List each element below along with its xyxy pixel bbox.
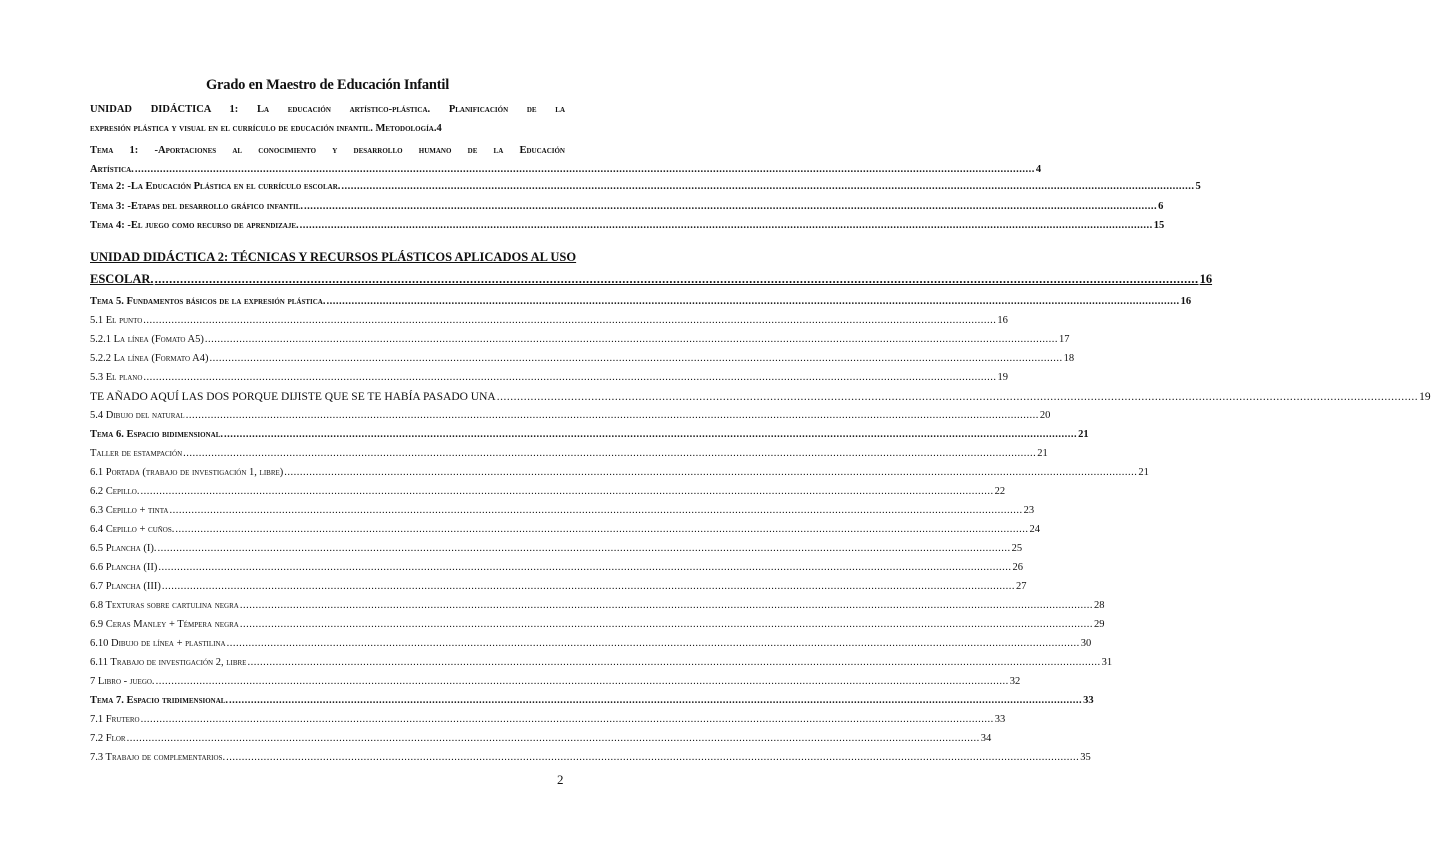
toc-entry[interactable] [90,466,1149,480]
toc-entry[interactable] [90,504,1035,518]
toc-leader [127,732,980,746]
toc-entry-page: 18 [1063,353,1075,364]
toc-entry-label: 6.11 Trabajo de investigación 2, libre [90,657,247,668]
toc-entry-page: 29 [1093,619,1105,630]
toc-entry-label: 6.7 Plancha (III) [90,581,161,592]
toc-leader [141,713,994,727]
toc-entry-page: 34 [980,733,992,744]
toc-entry-page: 15 [1153,220,1165,231]
toc-entry-page: 24 [1029,524,1041,535]
toc-entry-label: Tema 6. Espacio bidimensional. [90,429,223,440]
toc-entry-label: 7 Libro - juego. [90,676,155,687]
toc-entry-page: 25 [1011,543,1023,554]
toc-entry-page: 35 [1080,752,1091,763]
toc-unit-2[interactable] [90,246,1213,290]
toc-unit-1-line1: UNIDAD DIDÁCTICA 1: La educación artístico-plástica. Planificación de la [90,104,565,115]
toc-entry[interactable] [90,656,1113,670]
toc-leader [141,485,994,499]
toc-entry-page: 21 [1138,467,1149,478]
toc-unit-1[interactable] [90,100,565,138]
toc-entry-label: Taller de estampación [90,448,183,459]
document-title: Grado en Maestro de Educación Infantil [205,77,450,93]
toc-entry-page: 21 [1037,448,1048,459]
toc-entry[interactable] [90,542,1023,556]
toc-entry[interactable] [90,200,1164,214]
toc-entry-label: Tema 5. Fundamentos básicos de la expresión plástica. [90,296,326,307]
toc-entry-page: 5 [1195,181,1201,192]
toc-entry-page: 32 [1009,676,1021,687]
toc-entry[interactable] [90,751,1091,765]
toc-entry[interactable] [90,637,1092,651]
toc-entry-label: 6.10 Dibujo de línea + plastilina [90,638,226,649]
toc-entry-page: 28 [1093,600,1105,611]
toc-entry-label: Tema 4: -El juego como recurso de aprendizaje. [90,220,299,231]
toc-leader [240,618,1093,632]
toc-entry[interactable] [90,485,1006,499]
toc-entry[interactable] [90,371,1009,385]
toc-entry-page: 16 [1180,296,1192,307]
toc-tema-1[interactable] [90,141,1042,179]
toc-leader [158,542,1011,556]
toc-entry-label: 7.2 Flor [90,733,126,744]
toc-leader [158,561,1011,575]
toc-entry-page: 16 [997,315,1008,326]
toc-entry-label: 5.2.1 La línea (Fomato A5) [90,334,204,345]
table-of-contents [90,0,1431,848]
toc-entry-label: Tema 2: -La Educación Plástica en el currículo escolar. [90,181,341,192]
toc-entry[interactable] [90,219,1165,233]
toc-entry[interactable] [90,618,1105,632]
toc-leader [497,390,1418,404]
toc-leader [240,599,1093,613]
toc-entry[interactable] [90,523,1041,537]
toc-entry[interactable] [90,295,1192,309]
toc-entry[interactable] [90,713,1006,727]
toc-unit-1-page: 4 [436,123,442,134]
toc-entry-page: 31 [1101,657,1113,668]
toc-entry-page: 30 [1080,638,1092,649]
toc-leader [186,409,1039,423]
toc-leader [341,180,1194,194]
toc-entry-page: 19 [997,372,1009,383]
toc-entry[interactable] [90,390,1431,404]
toc-leader [229,694,1082,708]
toc-entry-page: 33 [1083,695,1094,706]
toc-entry-label: TE AÑADO AQUÍ LAS DOS PORQUE DIJISTE QUE SE TE HABÍA PASADO UNA [90,391,496,403]
toc-entry-label: 6.5 Plancha (I). [90,543,157,554]
toc-leader [135,160,1035,179]
toc-leader [247,656,1100,670]
toc-leader [226,751,1079,765]
toc-entry[interactable] [90,599,1105,613]
toc-entry-page: 17 [1058,334,1070,345]
toc-leader [175,523,1028,537]
toc-entry[interactable] [90,694,1094,708]
toc-entry[interactable] [90,447,1048,461]
page-number: 2 [557,772,564,787]
toc-entry-page: 20 [1039,410,1051,421]
toc-entry-label: Tema 7. Espacio tridimensional. [90,695,229,706]
toc-entry-label: 5.4 Dibujo del natural [90,410,185,421]
toc-entry[interactable] [90,732,992,746]
toc-entry-label: 7.1 Frutero [90,714,140,725]
toc-entry-label: 7.3 Trabajo de complementarios. [90,752,226,763]
toc-leader [162,580,1015,594]
toc-entry[interactable] [90,428,1089,442]
toc-unit-1-line2: expresión plástica y visual en el currículo de educación infantil. Metodología. [90,123,437,134]
toc-unit-2-page: 16 [1199,272,1213,286]
toc-entry[interactable] [90,352,1075,366]
toc-leader [143,371,996,385]
toc-entry-label: 5.3 El plano [90,372,143,383]
toc-entry[interactable] [90,314,1008,328]
toc-entry-page: 23 [1023,505,1035,516]
toc-entry-label: 6.6 Plancha (II) [90,562,158,573]
toc-leader [300,219,1153,233]
toc-entry[interactable] [90,333,1070,347]
toc-leader [155,268,1199,290]
toc-entry-label: 6.3 Cepillo + tinta [90,505,169,516]
toc-tema-1-line1: Tema 1: -Aportaciones al conocimiento y desarrollo humano de la Educación [90,145,565,156]
toc-entry[interactable] [90,580,1027,594]
toc-entry-label: 6.9 Ceras Manley + Témpera negra [90,619,239,630]
toc-entry-page: 33 [994,714,1006,725]
toc-entry-page: 27 [1016,581,1027,592]
toc-unit-2-line1: UNIDAD DIDÁCTICA 2: TÉCNICAS Y RECURSOS PLÁSTICOS APLICADOS AL USO [90,250,577,264]
toc-entry-label: Tema 3: -Etapas del desarrollo gráfico infantil. [90,201,304,212]
toc-entry-page: 6 [1158,201,1164,212]
toc-entry-label: 6.2 Cepillo. [90,486,140,497]
toc-entry-label: 6.4 Cepillo + cuños. [90,524,175,535]
toc-entry-label: 6.1 Portada (trabajo de investigación 1, libre) [90,467,284,478]
toc-leader [284,466,1137,480]
toc-entry-page: 21 [1078,429,1089,440]
toc-entry-label: 6.8 Texturas sobre cartulina negra [90,600,239,611]
toc-tema-1-page: 4 [1035,164,1042,175]
toc-leader [205,333,1058,347]
toc-unit-2-line2: ESCOLAR. [90,272,154,286]
toc-leader [156,675,1009,689]
toc-tema-1-line2: Artística. [90,164,134,175]
toc-entry[interactable] [90,561,1023,575]
toc-leader [183,447,1036,461]
toc-entry-page: 26 [1012,562,1023,573]
toc-entry-page: 19 [1419,391,1431,403]
toc-leader [169,504,1022,518]
toc-entry-page: 22 [994,486,1006,497]
toc-leader [304,200,1157,214]
toc-entry-label: 5.2.2 La línea (Formato A4) [90,353,209,364]
toc-leader [209,352,1062,366]
toc-leader [227,637,1080,651]
toc-leader [143,314,996,328]
toc-leader [326,295,1179,309]
toc-entry[interactable] [90,675,1021,689]
toc-entry[interactable] [90,180,1201,194]
toc-entry[interactable] [90,409,1051,423]
toc-entry-label: 5.1 El punto [90,315,143,326]
toc-leader [224,428,1077,442]
